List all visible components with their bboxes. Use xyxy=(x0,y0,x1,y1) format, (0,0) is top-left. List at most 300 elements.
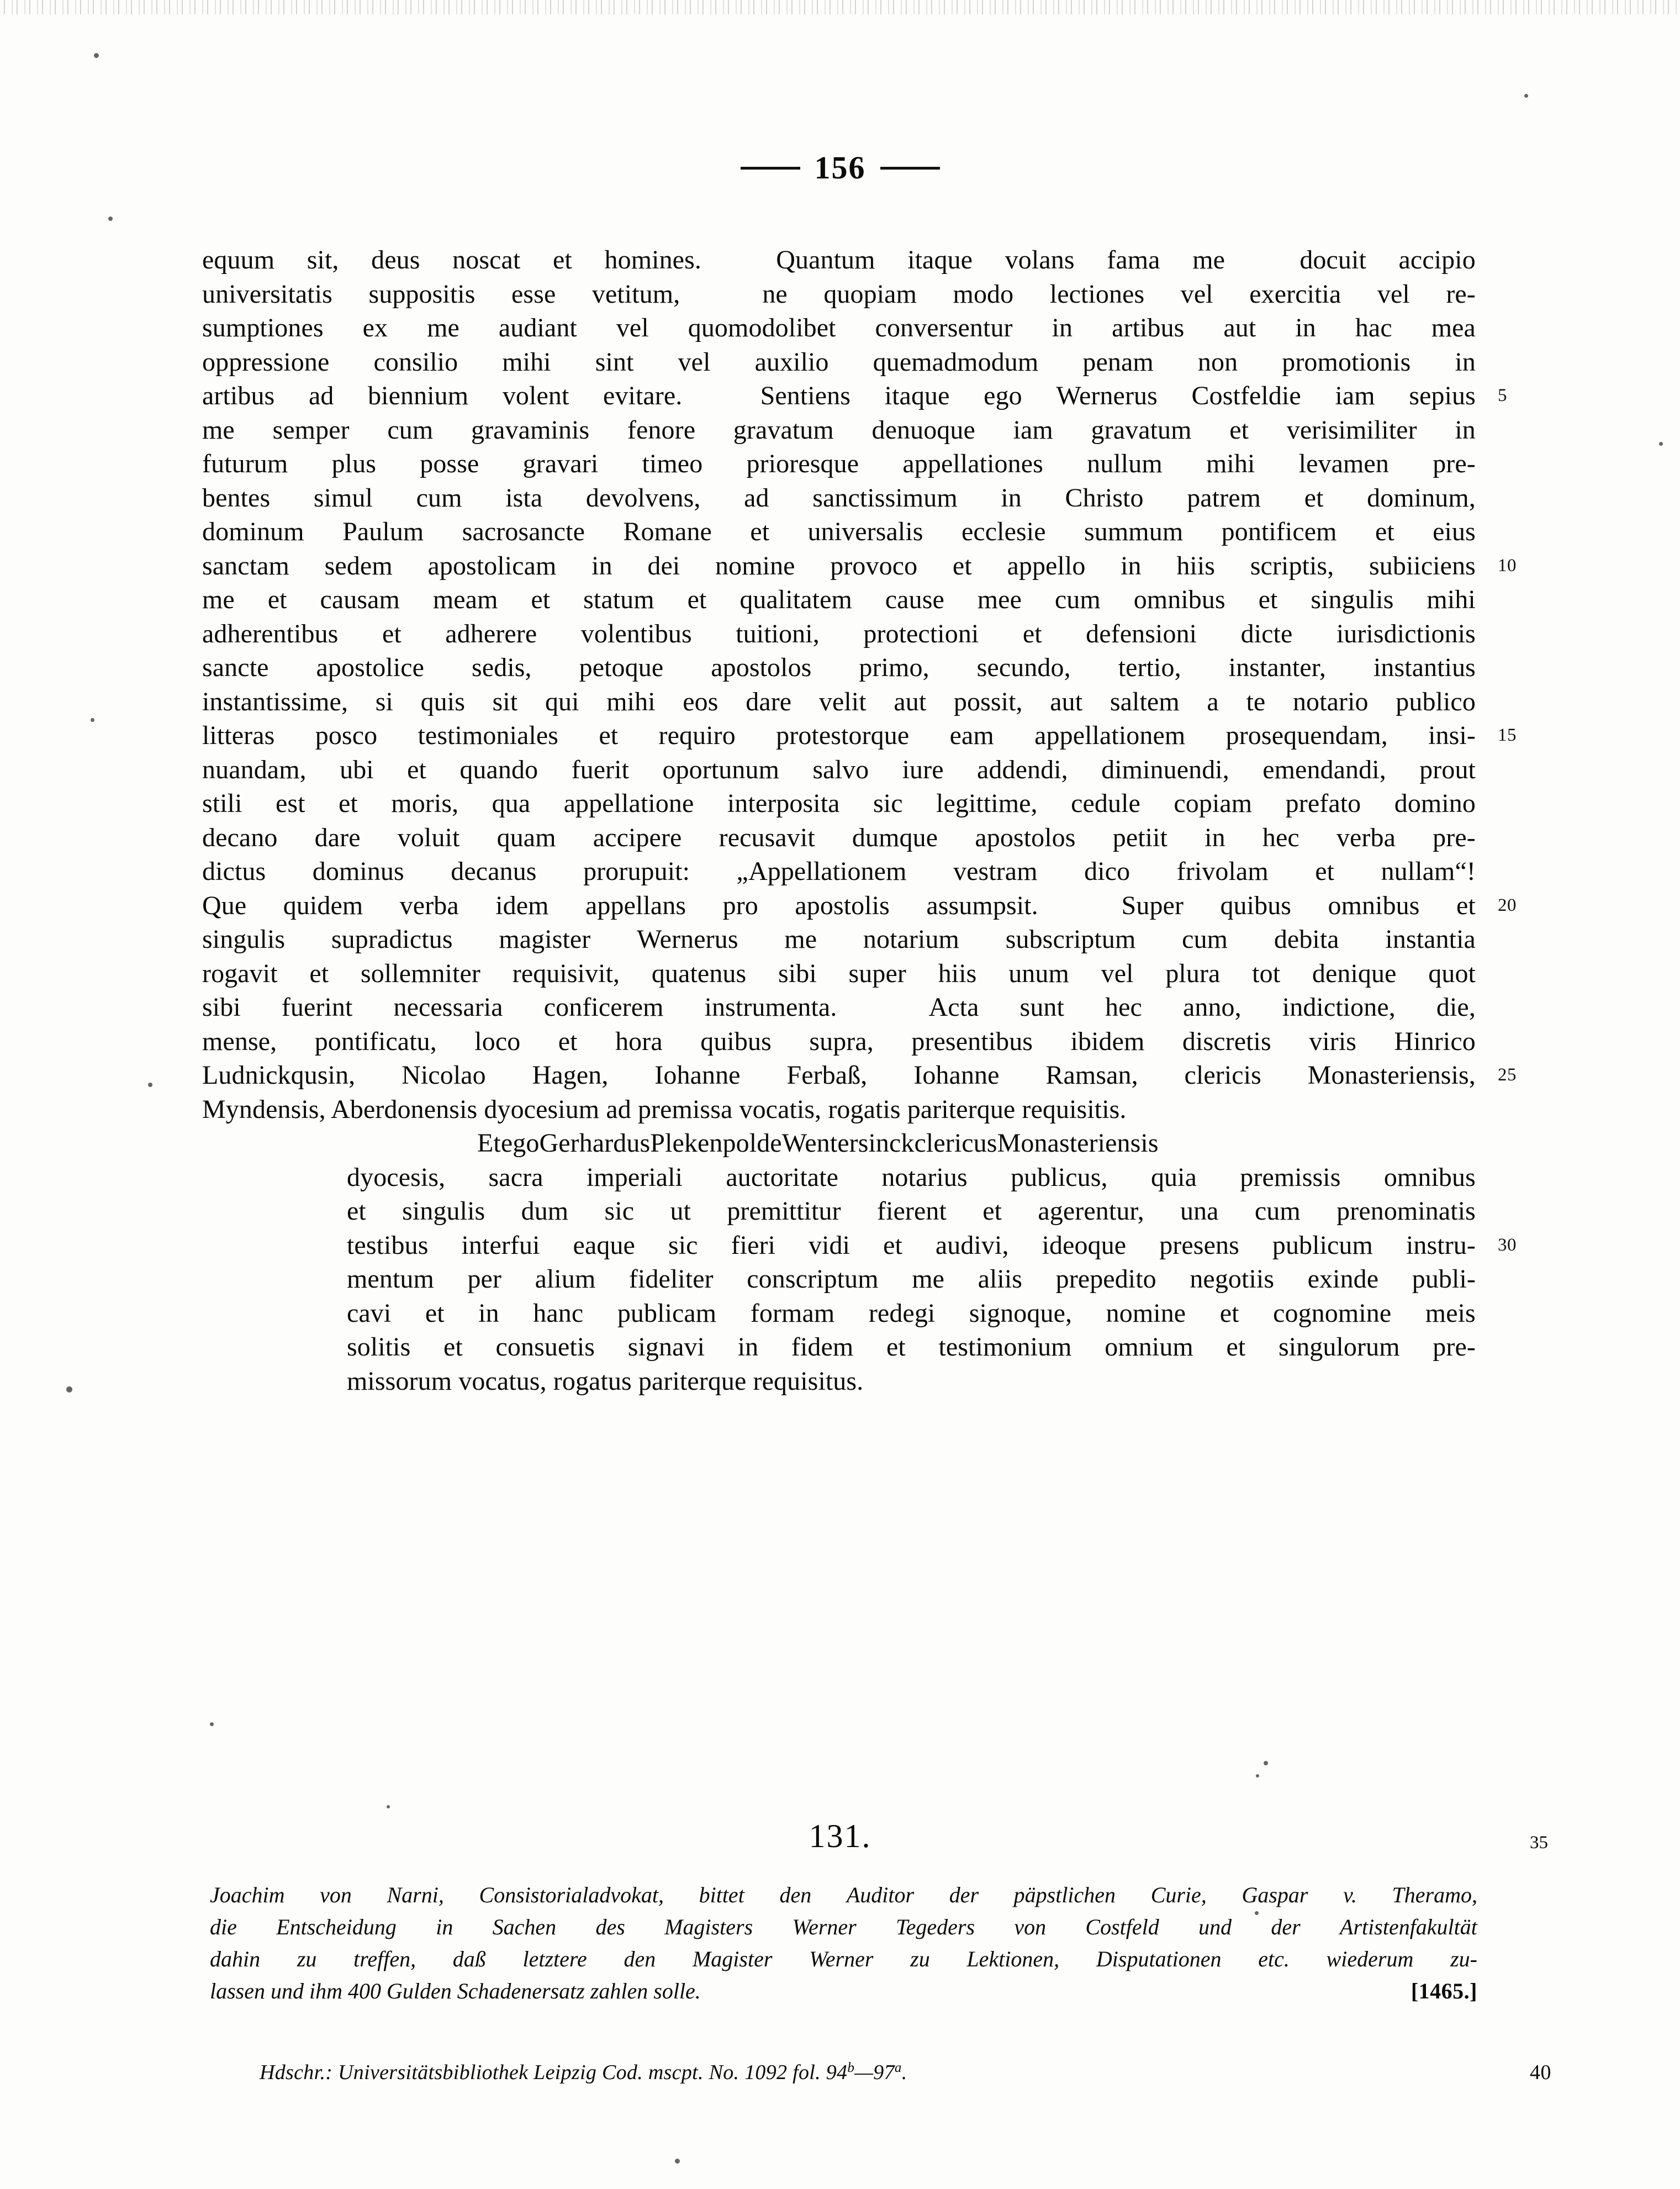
text-run: adherere xyxy=(445,619,537,648)
text-run: omnibus xyxy=(1328,890,1420,920)
text-run: me xyxy=(202,585,235,614)
text-run: et xyxy=(1022,619,1042,648)
text-run: noscat xyxy=(452,245,521,275)
text-run: requisivit, xyxy=(512,958,620,988)
scan-speck xyxy=(1256,1774,1259,1777)
text-run: deus xyxy=(371,245,420,275)
text-run: quidem xyxy=(283,890,363,920)
text-run: tot xyxy=(1252,958,1281,988)
text-run: treffen, xyxy=(353,1947,416,1971)
text-run: artibus xyxy=(1112,313,1185,342)
text-run: pre- xyxy=(1433,822,1476,852)
text-run: hac xyxy=(1355,313,1392,342)
scan-speck xyxy=(1264,1761,1268,1765)
text-run: quemadmodum xyxy=(873,347,1039,377)
text-run: meis xyxy=(1425,1298,1476,1328)
scan-speck xyxy=(94,53,99,58)
text-run: instru- xyxy=(1406,1230,1476,1260)
text-run: litteras xyxy=(202,721,275,750)
text-run: pre- xyxy=(1433,449,1476,478)
text-run: sunt xyxy=(1019,993,1064,1022)
text-line xyxy=(202,379,1476,413)
text-run: Curie, xyxy=(1150,1882,1207,1907)
text-run: una xyxy=(1180,1196,1219,1226)
text-run: Wernerus xyxy=(1056,381,1158,410)
text-run: Gerhardus xyxy=(539,1128,651,1158)
date-bracket: [1465.] xyxy=(1410,1979,1477,2003)
text-run: redegi xyxy=(868,1298,936,1328)
text-run: verisimiliter xyxy=(1286,415,1417,445)
text-run: conscriptum xyxy=(747,1264,879,1294)
text-run: aut xyxy=(894,687,927,716)
text-run: apostolos xyxy=(975,822,1076,852)
text-line xyxy=(202,481,1476,515)
text-run: imperiali xyxy=(586,1162,683,1192)
text-run: und xyxy=(1198,1914,1232,1939)
text-run: gravatum xyxy=(733,415,834,445)
text-run: vel xyxy=(1180,279,1213,309)
text-run: gravatum xyxy=(1091,415,1192,445)
text-run: et xyxy=(952,551,972,581)
text-run: artibus xyxy=(202,381,275,410)
text-line xyxy=(202,990,1476,1025)
text-run: assumpsit. xyxy=(926,890,1038,920)
text-run: Que xyxy=(202,890,247,920)
sentence-gap xyxy=(716,379,726,413)
text-run: dominus xyxy=(312,857,404,886)
text-run: vidi xyxy=(809,1230,850,1260)
text-run: in xyxy=(478,1298,499,1328)
section-number: 131. xyxy=(809,1818,871,1854)
text-run: dico xyxy=(1084,857,1130,886)
text-run: velit xyxy=(818,687,867,716)
text-run: domino xyxy=(1394,789,1476,818)
running-head xyxy=(0,149,1680,186)
text-run: equum xyxy=(202,245,275,275)
text-run: ut xyxy=(670,1196,691,1226)
text-run: et xyxy=(750,517,770,546)
text-run: Entscheidung xyxy=(276,1914,397,1939)
text-run: in xyxy=(1204,822,1225,852)
scan-speck xyxy=(108,217,113,221)
text-run: patrem xyxy=(1187,483,1261,513)
text-run: notario xyxy=(1292,687,1369,716)
text-run: alium xyxy=(535,1264,596,1294)
text-run: audivi, xyxy=(935,1230,1009,1260)
text-run: emendandi, xyxy=(1262,755,1386,784)
scan-speck xyxy=(91,718,94,722)
text-run: debita xyxy=(1274,925,1339,954)
text-line xyxy=(202,821,1476,855)
text-run: sibi xyxy=(778,958,817,988)
regest-line xyxy=(210,1975,1477,2007)
text-run: per xyxy=(467,1264,502,1294)
text-run: Nicolao xyxy=(401,1061,486,1090)
scan-speck xyxy=(210,1722,214,1726)
text-run: et xyxy=(1258,585,1278,614)
scan-speck xyxy=(1524,94,1528,98)
text-run: et xyxy=(558,1026,578,1056)
text-run: me xyxy=(202,415,235,445)
text-run: omnium xyxy=(1105,1332,1193,1362)
text-line xyxy=(202,549,1476,583)
text-run: meam xyxy=(432,585,498,614)
text-run: in xyxy=(436,1914,453,1939)
text-run: Plekenpol xyxy=(650,1128,757,1158)
text-run: presens xyxy=(1159,1230,1239,1260)
line-number-marker: 15 xyxy=(1498,725,1517,745)
text-run: subiiciens xyxy=(1369,551,1476,581)
text-run: nuandam, xyxy=(202,755,307,784)
text-run: dominum xyxy=(202,517,304,546)
text-run: me xyxy=(784,925,817,954)
text-run: frivolam xyxy=(1176,857,1269,886)
text-run: primo, xyxy=(859,653,929,682)
text-run: wiederum xyxy=(1326,1947,1414,1971)
text-run: instantius xyxy=(1373,653,1476,682)
text-run: signoque, xyxy=(969,1298,1073,1328)
text-run: defensioni xyxy=(1086,619,1197,648)
text-run: sumptiones xyxy=(202,313,324,342)
text-run: publicum xyxy=(1272,1230,1373,1260)
text-run: ego xyxy=(500,1128,540,1158)
source-period: . xyxy=(901,2061,907,2085)
text-line xyxy=(202,345,1476,379)
text-run: appello xyxy=(1007,551,1086,581)
text-run: ex xyxy=(362,313,388,342)
text-run: Tegeders xyxy=(896,1914,975,1939)
text-run: publicam xyxy=(617,1298,717,1328)
text-run: Disputationen xyxy=(1096,1947,1222,1971)
text-run: decano xyxy=(202,822,278,852)
text-run: plura xyxy=(1165,958,1221,988)
text-line xyxy=(202,1058,1476,1093)
text-run: ista xyxy=(505,483,543,513)
text-run: auxilio xyxy=(754,347,829,377)
text-run: apostolice xyxy=(316,653,425,682)
text-run: fieri xyxy=(731,1230,776,1260)
text-run: sint xyxy=(595,347,634,377)
text-run: pro xyxy=(722,890,758,920)
line-number-marker: 10 xyxy=(1498,555,1517,576)
text-run: timeo xyxy=(642,449,703,478)
text-run: Auditor xyxy=(846,1882,915,1907)
text-run: loco xyxy=(474,1026,521,1056)
text-run: in xyxy=(1455,347,1476,377)
text-line xyxy=(202,889,1476,923)
text-run: Et xyxy=(477,1128,501,1158)
text-run: secundo, xyxy=(976,653,1071,682)
text-run: vestram xyxy=(953,857,1038,886)
text-run: audiant xyxy=(498,313,577,342)
text-run: prorupuit: xyxy=(583,857,690,886)
text-run: hanc xyxy=(533,1298,584,1328)
text-run: Myndensis, Aberdonensis dyocesium ad premissa vocatis, rogatis pariterque requisitis. xyxy=(202,1094,1127,1124)
text-run: Iohanne xyxy=(654,1061,741,1090)
text-run: si xyxy=(375,687,393,716)
text-run: subscriptum xyxy=(1005,925,1136,954)
sentence-gap xyxy=(716,277,726,312)
text-run: prefato xyxy=(1285,789,1361,818)
text-run: premissis xyxy=(1240,1162,1341,1192)
text-run: quia xyxy=(1150,1162,1197,1192)
text-run: consuetis xyxy=(495,1332,595,1362)
text-run: des xyxy=(595,1914,625,1939)
text-run: oppressione xyxy=(202,347,330,377)
text-run: fenore xyxy=(627,415,696,445)
text-run: fierent xyxy=(877,1196,947,1226)
text-run: cavi xyxy=(347,1298,392,1328)
source-prefix: Hdschr.: xyxy=(260,2061,333,2085)
text-run: mihi xyxy=(606,687,656,716)
text-run: missorum vocatus, rogatus pariterque requisitus. xyxy=(347,1366,864,1396)
text-run: decanus xyxy=(451,857,537,886)
text-run: et xyxy=(1315,857,1335,886)
text-run: nullum xyxy=(1087,449,1163,478)
text-run: hec xyxy=(1262,822,1299,852)
text-run: hora xyxy=(615,1026,663,1056)
text-run: Ramsan, xyxy=(1045,1061,1138,1090)
text-run: moris, xyxy=(391,789,459,818)
text-run: quomodolibet xyxy=(688,313,836,342)
text-run: pre- xyxy=(1433,1332,1476,1362)
text-run: Joachim xyxy=(210,1882,285,1907)
text-run: notarium xyxy=(863,925,959,954)
text-run: zu xyxy=(910,1947,930,1971)
text-run: et xyxy=(883,1230,902,1260)
text-run: vel xyxy=(616,313,649,342)
text-run: cedule xyxy=(1071,789,1140,818)
text-run: me xyxy=(912,1264,945,1294)
text-run: devolvens, xyxy=(585,483,701,513)
text-run: Artistenfakultät xyxy=(1340,1914,1477,1939)
text-run: clericus xyxy=(914,1128,997,1158)
text-run: plus xyxy=(331,449,376,478)
text-line xyxy=(347,1126,1476,1161)
text-run: vel xyxy=(1101,958,1134,988)
text-run: der xyxy=(949,1882,979,1907)
text-run: in xyxy=(1052,313,1073,342)
text-run: iam xyxy=(1335,381,1375,410)
text-run: in xyxy=(591,551,612,581)
text-run: sedis, xyxy=(472,653,532,682)
text-run: et xyxy=(531,585,551,614)
text-run: addendi, xyxy=(976,755,1068,784)
text-run: ne xyxy=(762,279,788,309)
text-line xyxy=(347,1194,1476,1228)
text-run: eius xyxy=(1433,517,1476,546)
text-run: anno, xyxy=(1182,993,1241,1022)
text-line xyxy=(202,787,1476,821)
text-run: nomine xyxy=(1106,1298,1186,1328)
text-run: mihi xyxy=(502,347,551,377)
text-run: Hinrico xyxy=(1394,1026,1476,1056)
text-line xyxy=(202,311,1476,345)
text-run: quis xyxy=(420,687,465,716)
text-run: Werner xyxy=(809,1947,874,1971)
text-run: et xyxy=(1229,415,1249,445)
text-run: quatenus xyxy=(651,958,747,988)
body-paragraph-notary xyxy=(347,1126,1476,1398)
text-run: promotionis xyxy=(1282,347,1411,377)
text-run: hiis xyxy=(1176,551,1216,581)
text-run: in xyxy=(1455,415,1476,445)
text-run: idem xyxy=(495,890,549,920)
text-run: possit, xyxy=(953,687,1023,716)
text-run: iam xyxy=(1013,415,1053,445)
text-run: semper xyxy=(272,415,350,445)
text-run: nomine xyxy=(715,551,795,581)
text-run: publicus, xyxy=(1011,1162,1108,1192)
text-run: clericis xyxy=(1184,1061,1261,1090)
text-run: sedem xyxy=(324,551,393,581)
text-run: in xyxy=(1121,551,1142,581)
text-run: copiam xyxy=(1174,789,1253,818)
text-run: me xyxy=(427,313,459,342)
text-run: itaque xyxy=(884,381,950,410)
text-run: magister xyxy=(499,925,591,954)
text-run: appellatione xyxy=(563,789,694,818)
text-run: conversentur xyxy=(875,313,1013,342)
text-run: in xyxy=(1001,483,1022,513)
text-run: sancte xyxy=(202,653,269,682)
text-run: sic xyxy=(668,1230,698,1260)
text-run: ideoque xyxy=(1042,1230,1127,1260)
text-run: prenominatis xyxy=(1336,1196,1476,1226)
text-run: publi- xyxy=(1412,1264,1476,1294)
text-run: sic xyxy=(604,1196,635,1226)
text-run: et xyxy=(425,1298,445,1328)
text-run: eos xyxy=(683,687,719,716)
text-run: der xyxy=(1271,1914,1301,1939)
text-run: Quantum xyxy=(776,245,875,275)
text-run: Consistorialadvokat, xyxy=(479,1882,664,1907)
text-run: mihi xyxy=(1427,585,1476,614)
text-line xyxy=(347,1228,1476,1263)
text-run: mihi xyxy=(1206,449,1255,478)
text-run: stili xyxy=(202,789,242,818)
text-run: vel xyxy=(1377,279,1410,309)
text-run: non xyxy=(1197,347,1238,377)
text-run: petoque xyxy=(579,653,664,682)
text-run: esse xyxy=(511,279,556,309)
text-run: sit, xyxy=(307,245,339,275)
text-run: ad xyxy=(308,381,334,410)
text-line xyxy=(202,447,1476,481)
text-run: Werner xyxy=(792,1914,857,1939)
text-run: modo xyxy=(953,279,1014,309)
sentence-gap xyxy=(1258,243,1267,277)
text-run: den xyxy=(779,1882,812,1907)
text-line xyxy=(202,922,1476,957)
text-run: omnibus xyxy=(1133,585,1225,614)
text-run: in xyxy=(737,1332,759,1362)
text-run: dei xyxy=(647,551,680,581)
text-run: iure xyxy=(902,755,944,784)
text-run: provoco xyxy=(830,551,918,581)
text-run: pontificem xyxy=(1221,517,1337,546)
text-run: ad xyxy=(744,483,769,513)
text-run: super xyxy=(848,958,906,988)
text-run: appellationes xyxy=(902,449,1043,478)
text-run: petiit xyxy=(1112,822,1167,852)
text-run: sanctam xyxy=(202,551,289,581)
text-run: viris xyxy=(1309,1026,1357,1056)
text-run: Super xyxy=(1121,890,1184,920)
text-run: den xyxy=(624,1947,656,1971)
text-run: dare xyxy=(746,687,792,716)
text-run: et xyxy=(382,619,401,648)
text-run: daß xyxy=(452,1947,486,1971)
text-line xyxy=(202,277,1476,312)
text-run: exercitia xyxy=(1249,279,1341,309)
text-run: Sachen xyxy=(492,1914,557,1939)
text-run: unum xyxy=(1008,958,1069,988)
text-run: pontificatu, xyxy=(314,1026,437,1056)
text-run: Magisters xyxy=(664,1914,753,1939)
text-line xyxy=(202,583,1476,617)
scan-speck xyxy=(66,1386,72,1392)
text-run: fidem xyxy=(791,1332,854,1362)
text-run: interposita xyxy=(727,789,840,818)
text-run: qualitatem xyxy=(739,585,852,614)
text-run: exinde xyxy=(1307,1264,1379,1294)
source-text: Universitätsbibliothek Leipzig Cod. mscpt. No. 1092 fol. 94 xyxy=(338,2061,848,2085)
text-run: apostolis xyxy=(795,890,890,920)
text-run: interfui xyxy=(461,1230,540,1260)
text-run: quibus xyxy=(700,1026,772,1056)
text-run: aut xyxy=(1050,687,1083,716)
scan-speck xyxy=(148,1083,152,1087)
text-run: et xyxy=(1375,517,1394,546)
text-run: scriptis, xyxy=(1250,551,1334,581)
running-head-rule-right xyxy=(880,167,940,170)
text-run: Monasteriensis xyxy=(997,1128,1159,1158)
text-run: mense, xyxy=(202,1026,277,1056)
text-run: v. xyxy=(1343,1882,1357,1907)
text-run: ecclesie xyxy=(961,517,1046,546)
text-run: diminuendi, xyxy=(1101,755,1229,784)
regest-line xyxy=(210,1879,1477,1911)
text-run: adherentibus xyxy=(202,619,339,648)
text-run: appellationem xyxy=(1034,721,1186,750)
text-run: universitatis xyxy=(202,279,332,309)
folio-superscript-a: a xyxy=(894,2060,902,2075)
text-run: Lektionen, xyxy=(966,1947,1060,1971)
text-run: posco xyxy=(315,721,378,750)
text-run: Wentersinck xyxy=(781,1128,915,1158)
text-run: et xyxy=(1304,483,1324,513)
text-run: formam xyxy=(750,1298,835,1328)
text-run: levamen xyxy=(1298,449,1389,478)
text-run: et xyxy=(347,1196,366,1226)
text-run: et xyxy=(687,585,707,614)
marginal-line-number-35: 35 xyxy=(1530,1833,1548,1853)
text-run: supra, xyxy=(809,1026,874,1056)
text-run: tertio, xyxy=(1118,653,1181,682)
text-run: von xyxy=(320,1882,352,1907)
text-run: Sentiens xyxy=(760,381,851,410)
text-run: „Appellationem xyxy=(736,857,907,886)
text-run: et xyxy=(599,721,619,750)
text-line xyxy=(202,617,1476,651)
text-run: quibus xyxy=(1220,890,1292,920)
line-number-marker: 5 xyxy=(1498,386,1507,405)
text-line xyxy=(202,957,1476,991)
text-run: aut xyxy=(1223,313,1256,342)
text-run: gravaminis xyxy=(471,415,590,445)
text-run: cum xyxy=(416,483,462,513)
